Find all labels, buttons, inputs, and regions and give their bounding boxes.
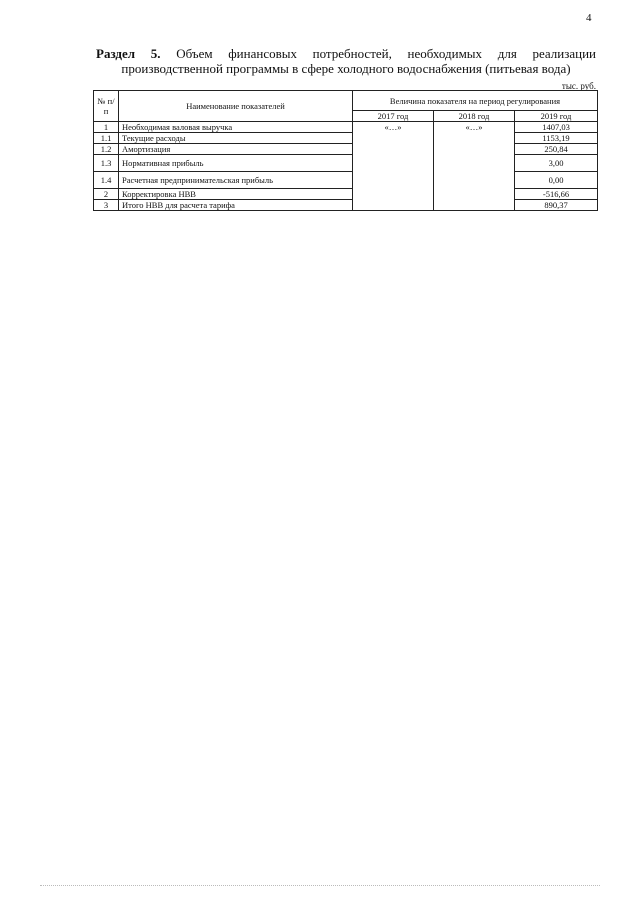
row-number: 1.2: [94, 144, 119, 155]
year-2018-placeholder: «…»: [434, 122, 515, 211]
row-value-2019: 890,37: [515, 200, 598, 211]
row-number: 1.4: [94, 172, 119, 189]
header-number: № п/п: [94, 91, 119, 122]
table-row: [94, 133, 598, 144]
row-number: 1.3: [94, 155, 119, 172]
row-name: Текущие расходы: [119, 133, 353, 144]
header-year-2018: 2018 год: [434, 111, 515, 122]
row-name: Нормативная прибыль: [119, 155, 353, 172]
row-number: 1: [94, 122, 119, 133]
row-value-2019: 3,00: [515, 155, 598, 172]
row-number: 1.1: [94, 133, 119, 144]
row-name: Амортизация: [119, 144, 353, 155]
section-label: Раздел 5.: [96, 46, 161, 61]
financial-needs-table: [93, 90, 598, 211]
row-number: 3: [94, 200, 119, 211]
row-name: Расчетная предпринимательская прибыль: [119, 172, 353, 189]
row-name: Итого НВВ для расчета тарифа: [119, 200, 353, 211]
page-number: 4: [586, 12, 592, 24]
row-value-2019: 1153,19: [515, 133, 598, 144]
scan-edge-line: [40, 885, 600, 886]
table-row: [94, 122, 598, 133]
header-year-2017: 2017 год: [353, 111, 434, 122]
header-period: Величина показателя на период регулирования: [353, 91, 598, 111]
header-indicator-name: Наименование показателей: [119, 91, 353, 122]
row-value-2019: 1407,03: [515, 122, 598, 133]
row-name: Корректировка НВВ: [119, 189, 353, 200]
row-value-2019: 250,84: [515, 144, 598, 155]
table-row: [94, 172, 598, 189]
section-title: Объем финансовых потребностей, необходимых для реализации производственной программы в сфере холодного водоснабжения (питьевая вода): [121, 46, 597, 76]
table-row: [94, 144, 598, 155]
table-row: [94, 200, 598, 211]
table-row: [94, 155, 598, 172]
table-header-row: [94, 91, 598, 111]
table-row: [94, 189, 598, 200]
row-value-2019: 0,00: [515, 172, 598, 189]
units-label: тыс. руб.: [561, 81, 596, 91]
year-2017-placeholder: «…»: [353, 122, 434, 211]
row-number: 2: [94, 189, 119, 200]
section-heading: [96, 46, 596, 76]
row-name: Необходимая валовая выручка: [119, 122, 353, 133]
header-year-2019: 2019 год: [515, 111, 598, 122]
row-value-2019: -516,66: [515, 189, 598, 200]
